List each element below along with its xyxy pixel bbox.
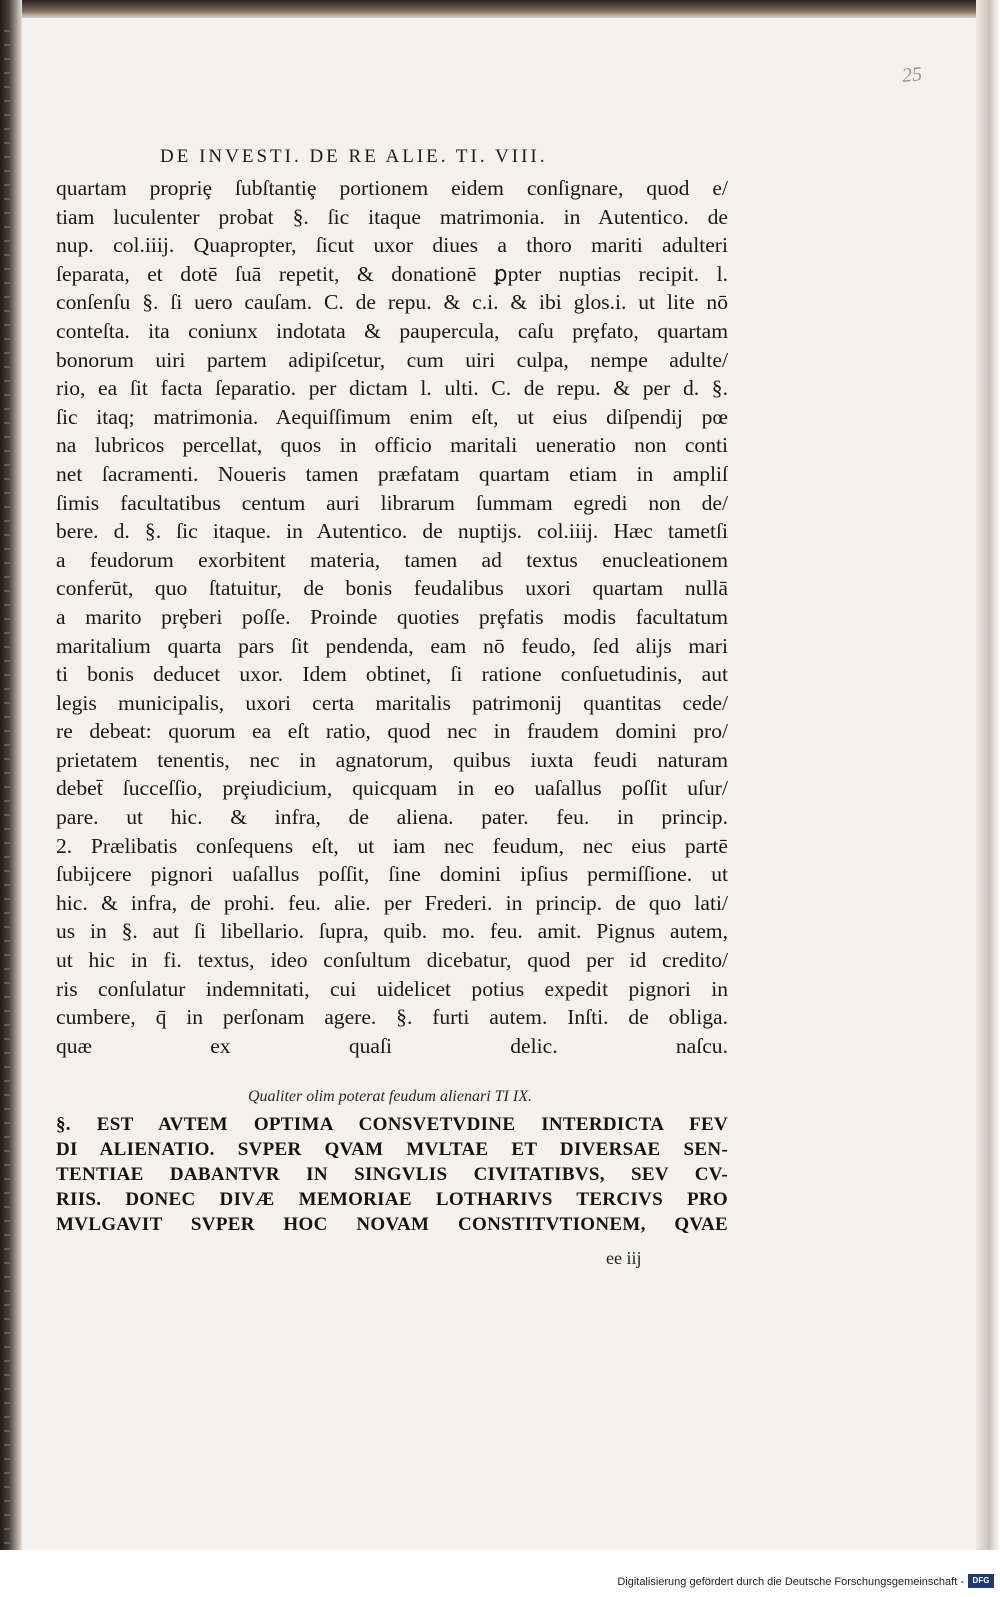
top-edge-shadow bbox=[0, 0, 1000, 18]
capitals-line: MVLGAVIT SVPER HOC NOVAM CONSTITVTIONEM, QVAE bbox=[56, 1214, 728, 1235]
main-text-block bbox=[56, 174, 728, 1060]
text-line: ſubijcere pignori uaſallus poſſit, ſine domini ipſius permiſſione. ut bbox=[56, 862, 728, 887]
text-line: nup. col.iiij. Quapropter, ſicut uxor diues a thoro mariti adulteri bbox=[56, 233, 728, 258]
text-line: tiam luculenter probat §. ſic itaque matrimonia. in Autentico. de bbox=[56, 204, 728, 229]
text-line: ti bonis deducet uxor. Idem obtinet, ſi ratione conſuetudinis, aut bbox=[56, 662, 728, 687]
section-title: Qualiter olim poterat feudum alienari TI IX. bbox=[248, 1088, 532, 1105]
signature-mark: ee iij bbox=[606, 1248, 642, 1268]
text-line: 2. Prælibatis conſequens eſt, ut iam nec feudum, nec eius partē bbox=[56, 833, 728, 858]
text-line: conſenſu §. ſi uero cauſam. C. de repu. & c.i. & ibi glos.i. ut lite nō bbox=[56, 290, 728, 315]
text-line: cumbere, q̄ in perſonam agere. §. furti autem. Inſti. de obliga. bbox=[56, 1005, 728, 1030]
text-line: ſimis facultatibus centum auri librarum ſummam egredi non de/ bbox=[56, 490, 728, 515]
text-line: debet̄ ſucceſſio, prȩiudicium, quicquam in eo uaſallus poſſit uſur/ bbox=[56, 776, 728, 801]
text-line: legis municipalis, uxori certa maritalis patrimonij quantitas cede/ bbox=[56, 690, 728, 715]
text-line: re debeat: quorum ea eſt ratio, quod nec in fraudem domini pro/ bbox=[56, 719, 728, 744]
text-line: rio, ea ſit facta ſeparatio. per dictam l. ulti. C. de repu. & per d. §. bbox=[56, 376, 728, 401]
handwritten-folio-number: 25 bbox=[900, 63, 924, 87]
text-line: ris conſulatur indemnitati, cui uidelicet potius expedit pignori in bbox=[56, 976, 728, 1001]
footer-credit: Digitalisierung gefördert durch die Deutsche Forschungsgemeinschaft - bbox=[617, 1576, 964, 1588]
text-line: ſeparata, et dotē ſuā repetit, & donationē ꝑpter nuptias recipit. l. bbox=[56, 261, 728, 286]
text-line: net ſacramenti. Noueris tamen præfatam quartam etiam in ampliſ bbox=[56, 461, 728, 486]
text-line: bonorum uiri partem adipiſcetur, cum uiri culpa, nempe adulte/ bbox=[56, 347, 728, 372]
running-head: DE INVESTI. DE RE ALIE. TI. VIII. bbox=[160, 146, 548, 167]
text-line: ut hic in fi. textus, ideo conſultum dicebatur, quod per id credito/ bbox=[56, 948, 728, 973]
text-line: bere. d. §. ſic itaque. in Autentico. de nuptijs. col.iiij. Hæc tametſi bbox=[56, 519, 728, 544]
text-line: na lubricos percellat, quos in officio maritali ueneratio non conti bbox=[56, 433, 728, 458]
text-line: ſic itaq; matrimonia. Aequiſſimum enim eſt, ut eius diſpendij pœ bbox=[56, 404, 728, 429]
text-line: quartam propriȩ ſubſtantiȩ portionem eidem conſignare, quod e/ bbox=[56, 176, 728, 200]
text-line: quæ ex quaſi delic. naſcu. bbox=[56, 1033, 728, 1058]
capitals-text-block bbox=[56, 1112, 728, 1237]
text-line: a marito prȩberi poſſe. Proinde quoties prȩfatis modis facultatum bbox=[56, 604, 728, 629]
capitals-line: §. EST AVTEM OPTIMA CONSVETVDINE INTERDICTA FEV bbox=[56, 1114, 728, 1135]
capitals-line: TENTIAE DABANTVR IN SINGVLIS CIVITATIBVS, SEV CV- bbox=[56, 1164, 728, 1185]
capitals-line: RIIS. DONEC DIVÆ MEMORIAE LOTHARIVS TERCIVS PRO bbox=[56, 1189, 728, 1210]
text-line: prietatem tenentis, nec in agnatorum, quibus iuxta feudi naturam bbox=[56, 747, 728, 772]
text-line: pare. ut hic. & infra, de aliena. pater. feu. in princip. bbox=[56, 805, 728, 830]
text-line: us in §. aut ſi libellario. ſupra, quib. mo. feu. amit. Pignus autem, bbox=[56, 919, 728, 944]
capitals-line: DI ALIENATIO. SVPER QVAM MVLTAE ET DIVERSAE SEN- bbox=[56, 1139, 728, 1160]
text-line: conferūt, quo ſtatuitur, de bonis feudalibus uxori quartam nullā bbox=[56, 576, 728, 601]
text-line: conteſta. ita coniunx indotata & paupercula, caſu prȩfato, quartam bbox=[56, 318, 728, 343]
text-line: hic. & infra, de prohi. feu. alie. per Frederi. in princip. de quo lati/ bbox=[56, 890, 728, 915]
binding-edge-marks bbox=[4, 30, 10, 1550]
text-line: maritalium quarta pars ſit pendenda, eam nō feudo, ſed alijs mari bbox=[56, 633, 728, 658]
text-line: a feudorum exorbitent materia, tamen ad textus enucleationem bbox=[56, 547, 728, 572]
dfg-logo: DFG bbox=[968, 1574, 994, 1588]
right-edge bbox=[976, 0, 1000, 1597]
